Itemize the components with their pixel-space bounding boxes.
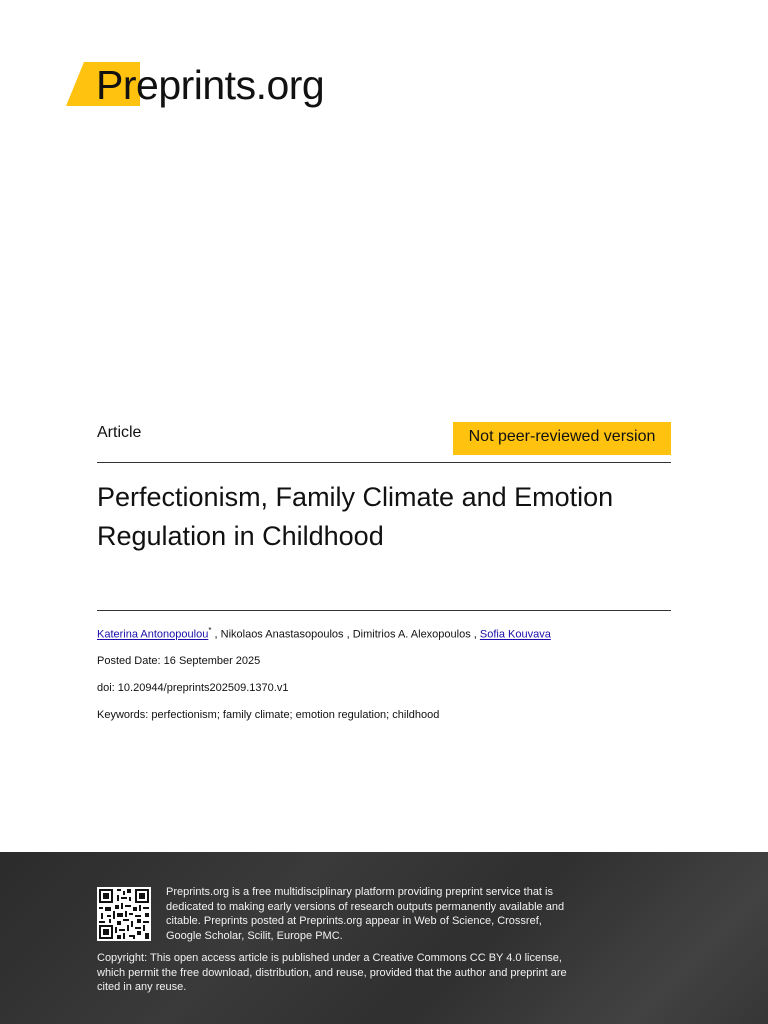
copyright-notice: Copyright: This open access article is published under a Creative Commons CC BY 4.0 license, which permit the free download, distribution, and reuse, provided that the author and preprint are cited in any reuse. (97, 952, 567, 993)
article-title: Perfectionism, Family Climate and Emotion Regulation in Childhood (97, 482, 614, 551)
author-name: Nikolaos Anastasopoulos (220, 628, 344, 641)
posted-date: Posted Date: 16 September 2025 (97, 655, 261, 667)
article-type: Article (97, 424, 142, 441)
footer (0, 852, 768, 1024)
logo-pre: Pre (96, 62, 159, 108)
author-link[interactable]: Katerina Antonopoulou (97, 628, 209, 641)
author-list: Katerina Antonopoulou* , Nikolaos Anastasopoulos , Dimitrios A. Alexopoulos , Sofia Kouvava (97, 626, 551, 641)
not-peer-reviewed-badge: Not peer-reviewed version (453, 422, 671, 455)
platform-description: Preprints.org is a free multidisciplinary platform providing preprint service that is dedicated to making early versions of research outputs permanently available and citable. Preprints posted at Preprints.org appear in Web of Science, Crossref, Google Scholar, Scilit, Europe PMC. (166, 886, 565, 942)
author-name: Dimitrios A. Alexopoulos (352, 628, 471, 641)
logo-rest: prints.org (158, 62, 325, 108)
divider (97, 610, 671, 611)
doi[interactable]: doi: 10.20944/preprints202509.1370.v1 (97, 682, 289, 694)
corresponding-author-mark: * (208, 626, 212, 635)
preprints-logo[interactable] (66, 60, 366, 110)
divider (97, 462, 671, 463)
qr-code-icon[interactable] (97, 887, 151, 941)
keywords: Keywords: perfectionism; family climate; emotion regulation; childhood (97, 709, 440, 721)
author-link[interactable]: Sofia Kouvava (479, 628, 551, 641)
